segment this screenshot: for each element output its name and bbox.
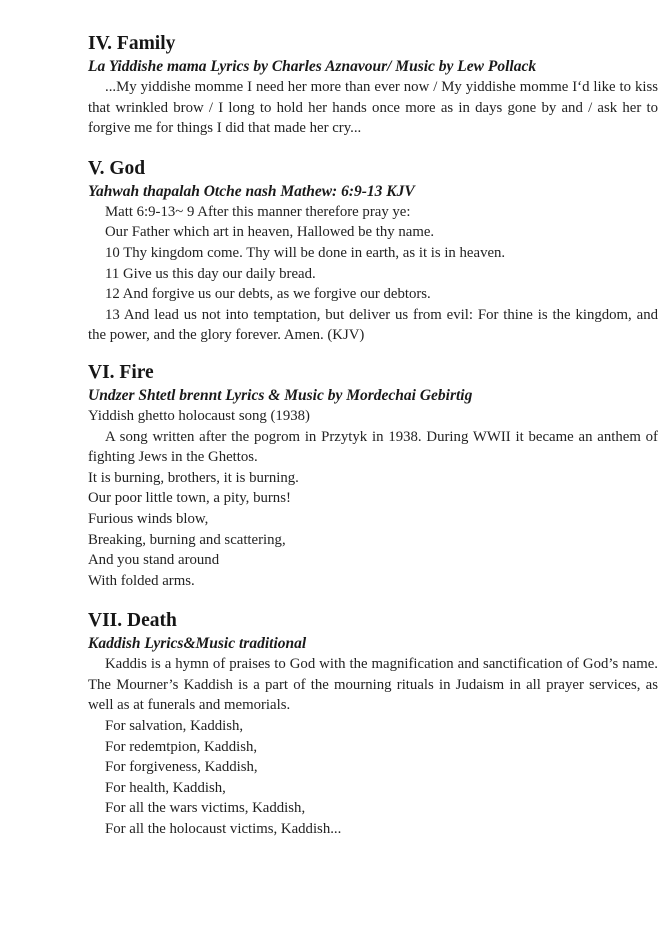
lyric-line: For all the wars victims, Kaddish, bbox=[105, 800, 306, 817]
lyrics-paragraph: ...My yiddishe momme I need her more than ever now / My yiddishe momme I‘d like to kiss that wrinkled brow / I long to hold her hands once more as in days gone by and / ask her to forgive me for things I did that made her cry... bbox=[88, 79, 658, 137]
section-subtitle: Kaddish Lyrics&Music traditional bbox=[88, 635, 307, 653]
verse-line: Matt 6:9-13~ 9 After this manner therefore pray ye: bbox=[105, 203, 411, 220]
song-description: Kaddis is a hymn of praises to God with the magnification and sanctification of God’s name. The Mourner’s Kaddish is a part of the mourning rituals in Judaism in all prayer services, as well as at funerals and memorials. bbox=[88, 656, 658, 714]
lyric-line: With folded arms. bbox=[88, 572, 195, 589]
lyric-line: Our poor little town, a pity, burns! bbox=[88, 490, 291, 507]
song-intro: Yiddish ghetto holocaust song (1938) bbox=[88, 407, 310, 424]
section-heading: V. God bbox=[88, 157, 146, 179]
section-subtitle: Yahwah thapalah Otche nash Mathew: 6:9-13 KJV bbox=[88, 182, 415, 200]
section-heading: IV. Family bbox=[88, 33, 176, 54]
section-heading: VII. Death bbox=[88, 610, 177, 632]
lyric-line: For all the holocaust victims, Kaddish... bbox=[105, 821, 342, 838]
section-death bbox=[88, 608, 658, 839]
lyric-line: For redemtpion, Kaddish, bbox=[105, 738, 258, 755]
song-description: A song written after the pogrom in Przytyk in 1938. During WWII it became an anthem of fighting Jews in the Ghettos. bbox=[88, 428, 658, 466]
lyric-line: It is burning, brothers, it is burning. bbox=[88, 469, 299, 486]
verse-line: 11 Give us this day our daily bread. bbox=[105, 265, 316, 282]
verse-line: 12 And forgive us our debts, as we forgive our debtors. bbox=[105, 286, 431, 303]
section-fire bbox=[88, 360, 658, 591]
lyric-line: For health, Kaddish, bbox=[105, 779, 226, 796]
section-god bbox=[88, 156, 658, 346]
verse-line: 10 Thy kingdom come. Thy will be done in earth, as it is in heaven. bbox=[105, 244, 506, 261]
verse-line: 13 And lead us not into temptation, but deliver us from evil: For thine is the kingdom, and the power, and the glory forever. Amen. (KJV) bbox=[88, 306, 658, 344]
lyric-line: Furious winds blow, bbox=[88, 510, 209, 527]
lyric-line: And you stand around bbox=[88, 552, 220, 569]
lyric-line: Breaking, burning and scattering, bbox=[88, 531, 286, 548]
section-subtitle: La Yiddishe mama Lyrics by Charles Aznavour/ Music by Lew Pollack bbox=[88, 58, 537, 75]
verse-line: Our Father which art in heaven, Hallowed be thy name. bbox=[105, 224, 435, 241]
lyric-line: For salvation, Kaddish, bbox=[105, 718, 244, 735]
section-heading: VI. Fire bbox=[88, 361, 154, 383]
section-family bbox=[88, 31, 658, 139]
lyric-line: For forgiveness, Kaddish, bbox=[105, 759, 258, 776]
section-subtitle: Undzer Shtetl brennt Lyrics & Music by Mordechai Gebirtig bbox=[88, 386, 473, 404]
document-page bbox=[88, 31, 658, 840]
